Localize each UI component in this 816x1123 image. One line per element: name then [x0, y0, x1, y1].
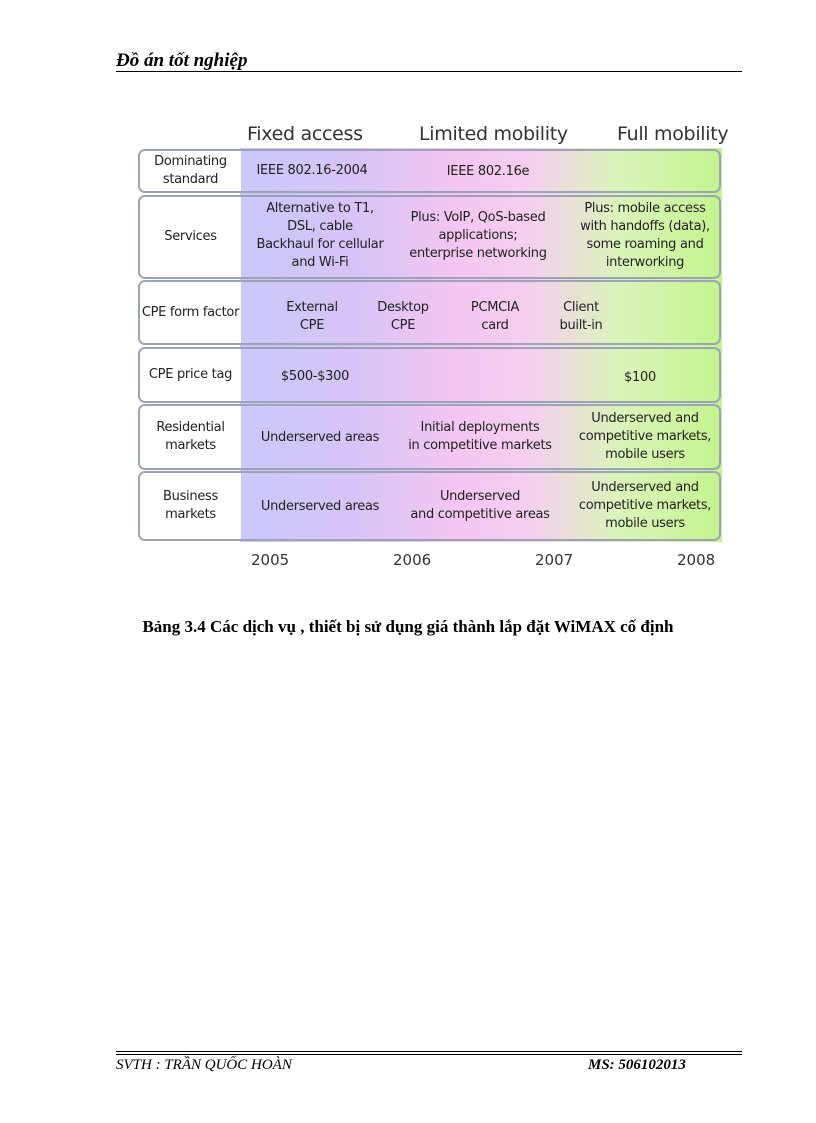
row-label: CPE price tag: [140, 349, 241, 401]
cell: External CPE: [286, 300, 338, 333]
row-cpe-form-factor: [138, 280, 721, 345]
row-services: [138, 195, 721, 279]
cell: Alternative to T1, DSL, cable Backhaul for cellular and Wi-Fi: [256, 201, 384, 270]
row-business-markets: [138, 471, 721, 541]
row-label: CPE form factor: [140, 282, 241, 343]
footer-student: SVTH : TRẦN QUỐC HOÀN: [116, 1057, 292, 1073]
row-label: Residential markets: [140, 406, 241, 468]
cell: Plus: VoIP, QoS-based applications; enterprise networking: [409, 210, 547, 261]
cell: Underserved and competitive areas: [410, 489, 550, 522]
cell: Desktop CPE: [377, 300, 429, 333]
row-label: Dominating standard: [140, 151, 241, 191]
footer-ms: MS: 506102013: [588, 1057, 686, 1073]
table-caption: Bảng 3.4 Các dịch vụ , thiết bị sử dụng giá thành lắp đặt WiMAX cố định: [142, 617, 674, 636]
cell: Client built-in: [559, 300, 603, 333]
cell: Underserved and competitive markets, mobile users: [578, 411, 712, 462]
header-rule: [116, 71, 742, 72]
footer-rule: [116, 1054, 742, 1055]
wimax-figure: [137, 118, 729, 578]
cell: Initial deployments in competitive markets: [408, 420, 552, 453]
footer-rule: [116, 1051, 742, 1052]
row-residential-markets: [138, 404, 721, 470]
year-label: 2006: [393, 551, 432, 569]
year-label: 2007: [535, 551, 574, 569]
phase-fixed-access: Fixed access: [247, 123, 363, 145]
cell: IEEE 802.16-2004: [256, 163, 368, 178]
year-label: 2008: [677, 551, 716, 569]
phase-limited-mobility: Limited mobility: [419, 123, 568, 145]
cell: Underserved areas: [260, 499, 380, 514]
cell: Underserved and competitive markets, mobile users: [578, 480, 712, 531]
cell: PCMCIA card: [470, 300, 520, 333]
header-title: Đồ án tốt nghiệp: [116, 50, 248, 71]
row-label: Business markets: [140, 473, 241, 539]
year-label: 2005: [251, 551, 290, 569]
row-label: Services: [140, 197, 241, 277]
cell: Plus: mobile access with handoffs (data), some roaming and interworking: [580, 201, 710, 270]
cell: $100: [624, 370, 656, 385]
cell: IEEE 802.16e: [446, 164, 530, 179]
row-dominating-standard: [138, 149, 721, 193]
cell: $500-$300: [280, 369, 350, 384]
cell: Underserved areas: [260, 430, 380, 445]
row-cpe-price-tag: [138, 347, 721, 403]
phase-full-mobility: Full mobility: [617, 123, 729, 145]
